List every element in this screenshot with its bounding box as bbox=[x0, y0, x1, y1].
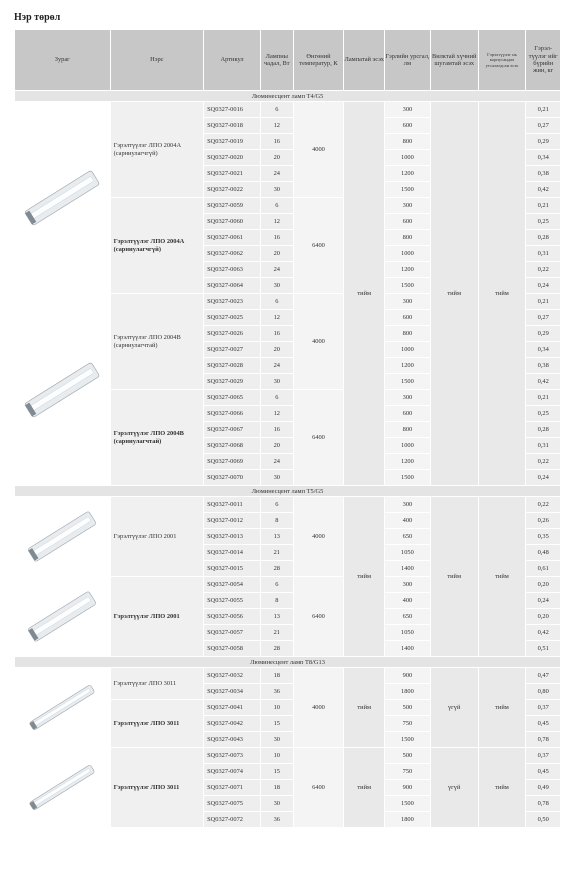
power-value: 10 bbox=[261, 748, 294, 764]
article-code: SQ0327-0011 bbox=[204, 497, 261, 513]
header-lamp-included: Лампатай эсэх bbox=[344, 30, 385, 91]
weight-value: 0,42 bbox=[526, 182, 561, 198]
lamp-fixture-image bbox=[21, 123, 103, 273]
power-value: 24 bbox=[261, 358, 294, 374]
lamp-fixture-image bbox=[21, 499, 103, 574]
plug-cord-value: тийм bbox=[430, 102, 478, 486]
weight-value: 0,80 bbox=[526, 684, 561, 700]
weight-value: 0,61 bbox=[526, 561, 561, 577]
lamp-fixture-image bbox=[21, 670, 103, 745]
article-code: SQ0327-0054 bbox=[204, 577, 261, 593]
page-title: Нэр төрөл bbox=[14, 12, 61, 23]
header-plug-cord: Вилктай хүчний шугамтай эсэх bbox=[430, 30, 478, 91]
article-code: SQ0327-0073 bbox=[204, 748, 261, 764]
power-value: 30 bbox=[261, 374, 294, 390]
weight-value: 0,27 bbox=[526, 310, 561, 326]
article-code: SQ0327-0041 bbox=[204, 700, 261, 716]
luminous-flux: 1200 bbox=[385, 262, 431, 278]
power-value: 36 bbox=[261, 684, 294, 700]
plug-cord-value: үгүй bbox=[430, 748, 478, 828]
product-name: Гэрэлтүүлэг ЛПО 2004В (сарниулагчтай) bbox=[110, 390, 204, 486]
power-value: 15 bbox=[261, 764, 294, 780]
header-weight: Гэрэл-түүлэг ийг бүрийн жин, кг bbox=[526, 30, 561, 91]
article-code: SQ0327-0020 bbox=[204, 150, 261, 166]
article-code: SQ0327-0058 bbox=[204, 641, 261, 657]
power-value: 13 bbox=[261, 529, 294, 545]
article-code: SQ0327-0034 bbox=[204, 684, 261, 700]
article-code: SQ0327-0056 bbox=[204, 609, 261, 625]
power-value: 21 bbox=[261, 625, 294, 641]
power-value: 13 bbox=[261, 609, 294, 625]
luminous-flux: 800 bbox=[385, 326, 431, 342]
luminous-flux: 750 bbox=[385, 764, 431, 780]
power-value: 20 bbox=[261, 438, 294, 454]
product-name: Гэрэлтүүлэг ЛПО 3011 bbox=[110, 748, 204, 828]
color-temp: 4000 bbox=[293, 497, 344, 577]
power-value: 16 bbox=[261, 230, 294, 246]
luminous-flux: 1500 bbox=[385, 374, 431, 390]
article-code: SQ0327-0066 bbox=[204, 406, 261, 422]
article-code: SQ0327-0061 bbox=[204, 230, 261, 246]
power-value: 10 bbox=[261, 700, 294, 716]
header-power: Лампны чадал, Вт bbox=[261, 30, 294, 91]
article-code: SQ0327-0019 bbox=[204, 134, 261, 150]
power-value: 6 bbox=[261, 497, 294, 513]
article-code: SQ0327-0021 bbox=[204, 166, 261, 182]
power-value: 30 bbox=[261, 796, 294, 812]
weight-value: 0,29 bbox=[526, 326, 561, 342]
lamp-included: тийм bbox=[344, 102, 385, 486]
image-cell bbox=[15, 748, 111, 828]
power-value: 30 bbox=[261, 470, 294, 486]
power-value: 6 bbox=[261, 102, 294, 118]
image-cell bbox=[15, 497, 111, 577]
color-temp: 6400 bbox=[293, 748, 344, 828]
luminous-flux: 600 bbox=[385, 118, 431, 134]
article-code: SQ0327-0026 bbox=[204, 326, 261, 342]
color-temp: 6400 bbox=[293, 577, 344, 657]
lamp-fixture-image bbox=[21, 315, 103, 465]
article-code: SQ0327-0067 bbox=[204, 422, 261, 438]
luminous-flux: 300 bbox=[385, 497, 431, 513]
color-temp: 4000 bbox=[293, 668, 344, 748]
weight-value: 0,28 bbox=[526, 422, 561, 438]
article-code: SQ0327-0014 bbox=[204, 545, 261, 561]
product-name: Гэрэлтүүлэг ЛПО 3011 bbox=[110, 668, 204, 700]
wired-housing-value: тийм bbox=[478, 497, 526, 657]
section-header-row bbox=[15, 657, 561, 668]
weight-value: 0,21 bbox=[526, 390, 561, 406]
luminous-flux: 1000 bbox=[385, 342, 431, 358]
power-value: 20 bbox=[261, 342, 294, 358]
luminous-flux: 600 bbox=[385, 406, 431, 422]
header-color-temp: Өнгөний температур, К bbox=[293, 30, 344, 91]
luminous-flux: 500 bbox=[385, 748, 431, 764]
luminous-flux: 1200 bbox=[385, 358, 431, 374]
article-code: SQ0327-0071 bbox=[204, 780, 261, 796]
article-code: SQ0327-0027 bbox=[204, 342, 261, 358]
article-code: SQ0327-0074 bbox=[204, 764, 261, 780]
plug-cord-value: тийм bbox=[430, 497, 478, 657]
weight-value: 0,34 bbox=[526, 150, 561, 166]
article-code: SQ0327-0065 bbox=[204, 390, 261, 406]
table-row bbox=[15, 102, 561, 118]
image-cell bbox=[15, 577, 111, 657]
article-code: SQ0327-0015 bbox=[204, 561, 261, 577]
power-value: 21 bbox=[261, 545, 294, 561]
luminous-flux: 300 bbox=[385, 390, 431, 406]
article-code: SQ0327-0069 bbox=[204, 454, 261, 470]
weight-value: 0,24 bbox=[526, 593, 561, 609]
power-value: 16 bbox=[261, 326, 294, 342]
weight-value: 0,20 bbox=[526, 609, 561, 625]
power-value: 12 bbox=[261, 118, 294, 134]
weight-value: 0,47 bbox=[526, 668, 561, 684]
article-code: SQ0327-0029 bbox=[204, 374, 261, 390]
article-code: SQ0327-0075 bbox=[204, 796, 261, 812]
table-row bbox=[15, 748, 561, 764]
luminous-flux: 1000 bbox=[385, 438, 431, 454]
article-code: SQ0327-0012 bbox=[204, 513, 261, 529]
image-cell bbox=[15, 102, 111, 294]
weight-value: 0,22 bbox=[526, 497, 561, 513]
luminous-flux: 1000 bbox=[385, 150, 431, 166]
power-value: 30 bbox=[261, 182, 294, 198]
weight-value: 0,25 bbox=[526, 214, 561, 230]
luminous-flux: 1200 bbox=[385, 166, 431, 182]
luminous-flux: 300 bbox=[385, 294, 431, 310]
wired-housing-value: тийм bbox=[478, 668, 526, 748]
article-code: SQ0327-0016 bbox=[204, 102, 261, 118]
section-header-row bbox=[15, 91, 561, 102]
luminous-flux: 1800 bbox=[385, 684, 431, 700]
luminous-flux: 1500 bbox=[385, 470, 431, 486]
luminous-flux: 1500 bbox=[385, 182, 431, 198]
weight-value: 0,25 bbox=[526, 406, 561, 422]
header-article: Артикул bbox=[204, 30, 261, 91]
luminous-flux: 650 bbox=[385, 529, 431, 545]
weight-value: 0,28 bbox=[526, 230, 561, 246]
luminous-flux: 500 bbox=[385, 700, 431, 716]
power-value: 18 bbox=[261, 780, 294, 796]
luminous-flux: 1050 bbox=[385, 625, 431, 641]
article-code: SQ0327-0032 bbox=[204, 668, 261, 684]
article-code: SQ0327-0043 bbox=[204, 732, 261, 748]
power-value: 12 bbox=[261, 214, 294, 230]
article-code: SQ0327-0023 bbox=[204, 294, 261, 310]
power-value: 36 bbox=[261, 812, 294, 828]
luminous-flux: 1000 bbox=[385, 246, 431, 262]
article-code: SQ0327-0072 bbox=[204, 812, 261, 828]
power-value: 28 bbox=[261, 561, 294, 577]
table-body bbox=[15, 91, 561, 828]
power-value: 24 bbox=[261, 262, 294, 278]
product-name: Гэрэлтүүлэг ЛПО 2004В (сарниулагчтай) bbox=[110, 294, 204, 390]
weight-value: 0,26 bbox=[526, 513, 561, 529]
luminous-flux: 400 bbox=[385, 513, 431, 529]
article-code: SQ0327-0042 bbox=[204, 716, 261, 732]
luminous-flux: 1050 bbox=[385, 545, 431, 561]
article-code: SQ0327-0063 bbox=[204, 262, 261, 278]
luminous-flux: 800 bbox=[385, 422, 431, 438]
power-value: 6 bbox=[261, 294, 294, 310]
weight-value: 0,50 bbox=[526, 812, 561, 828]
product-name: Гэрэлтүүлэг ЛПО 2001 bbox=[110, 577, 204, 657]
weight-value: 0,49 bbox=[526, 780, 561, 796]
luminous-flux: 600 bbox=[385, 310, 431, 326]
weight-value: 0,37 bbox=[526, 748, 561, 764]
color-temp: 4000 bbox=[293, 294, 344, 390]
weight-value: 0,31 bbox=[526, 438, 561, 454]
table-row bbox=[15, 497, 561, 513]
luminous-flux: 1500 bbox=[385, 278, 431, 294]
weight-value: 0,38 bbox=[526, 166, 561, 182]
product-name: Гэрэлтүүлэг ЛПО 3011 bbox=[110, 700, 204, 748]
article-code: SQ0327-0070 bbox=[204, 470, 261, 486]
article-code: SQ0327-0062 bbox=[204, 246, 261, 262]
image-cell bbox=[15, 668, 111, 748]
weight-value: 0,22 bbox=[526, 454, 561, 470]
luminous-flux: 300 bbox=[385, 102, 431, 118]
lamp-included: тийм bbox=[344, 668, 385, 748]
product-table bbox=[14, 29, 561, 828]
article-code: SQ0327-0057 bbox=[204, 625, 261, 641]
weight-value: 0,35 bbox=[526, 529, 561, 545]
header-luminous-flux: Гэрлийн урсгал, лм bbox=[385, 30, 431, 91]
lamp-fixture-image bbox=[21, 579, 103, 654]
luminous-flux: 900 bbox=[385, 780, 431, 796]
header-name: Нэрс bbox=[110, 30, 204, 91]
weight-value: 0,20 bbox=[526, 577, 561, 593]
luminous-flux: 1800 bbox=[385, 812, 431, 828]
power-value: 24 bbox=[261, 166, 294, 182]
power-value: 8 bbox=[261, 593, 294, 609]
plug-cord-value: үгүй bbox=[430, 668, 478, 748]
weight-value: 0,48 bbox=[526, 545, 561, 561]
article-code: SQ0327-0068 bbox=[204, 438, 261, 454]
power-value: 30 bbox=[261, 732, 294, 748]
power-value: 6 bbox=[261, 577, 294, 593]
weight-value: 0,37 bbox=[526, 700, 561, 716]
weight-value: 0,42 bbox=[526, 374, 561, 390]
product-name: Гэрэлтүүлэг ЛПО 2004А (сарниулагчгүй) bbox=[110, 102, 204, 198]
color-temp: 6400 bbox=[293, 198, 344, 294]
article-code: SQ0327-0064 bbox=[204, 278, 261, 294]
weight-value: 0,51 bbox=[526, 641, 561, 657]
power-value: 24 bbox=[261, 454, 294, 470]
color-temp: 6400 bbox=[293, 390, 344, 486]
article-code: SQ0327-0028 bbox=[204, 358, 261, 374]
weight-value: 0,78 bbox=[526, 732, 561, 748]
luminous-flux: 1500 bbox=[385, 732, 431, 748]
weight-value: 0,45 bbox=[526, 764, 561, 780]
luminous-flux: 750 bbox=[385, 716, 431, 732]
article-code: SQ0327-0025 bbox=[204, 310, 261, 326]
power-value: 6 bbox=[261, 198, 294, 214]
luminous-flux: 900 bbox=[385, 668, 431, 684]
power-value: 6 bbox=[261, 390, 294, 406]
lamp-fixture-image bbox=[21, 750, 103, 825]
power-value: 16 bbox=[261, 422, 294, 438]
luminous-flux: 600 bbox=[385, 214, 431, 230]
weight-value: 0,24 bbox=[526, 278, 561, 294]
power-value: 20 bbox=[261, 150, 294, 166]
article-code: SQ0327-0059 bbox=[204, 198, 261, 214]
power-value: 12 bbox=[261, 310, 294, 326]
weight-value: 0,21 bbox=[526, 198, 561, 214]
power-value: 30 bbox=[261, 278, 294, 294]
luminous-flux: 300 bbox=[385, 577, 431, 593]
luminous-flux: 650 bbox=[385, 609, 431, 625]
weight-value: 0,24 bbox=[526, 470, 561, 486]
weight-value: 0,78 bbox=[526, 796, 561, 812]
weight-value: 0,38 bbox=[526, 358, 561, 374]
section-title: Люминесцент ламп T8/G13 bbox=[15, 657, 561, 668]
luminous-flux: 1400 bbox=[385, 641, 431, 657]
product-name: Гэрэлтүүлэг ЛПО 2004А (сарниулагчгүй) bbox=[110, 198, 204, 294]
weight-value: 0,34 bbox=[526, 342, 561, 358]
weight-value: 0,45 bbox=[526, 716, 561, 732]
section-title: Люминесцент ламп T4/G5 bbox=[15, 91, 561, 102]
table-row bbox=[15, 668, 561, 684]
weight-value: 0,27 bbox=[526, 118, 561, 134]
color-temp: 4000 bbox=[293, 102, 344, 198]
section-header-row bbox=[15, 486, 561, 497]
luminous-flux: 800 bbox=[385, 134, 431, 150]
image-cell bbox=[15, 294, 111, 486]
power-value: 18 bbox=[261, 668, 294, 684]
power-value: 20 bbox=[261, 246, 294, 262]
article-code: SQ0327-0060 bbox=[204, 214, 261, 230]
table-header-row bbox=[15, 30, 561, 91]
wired-housing-value: тийм bbox=[478, 102, 526, 486]
luminous-flux: 300 bbox=[385, 198, 431, 214]
article-code: SQ0327-0018 bbox=[204, 118, 261, 134]
luminous-flux: 1400 bbox=[385, 561, 431, 577]
power-value: 16 bbox=[261, 134, 294, 150]
lamp-included: тийм bbox=[344, 748, 385, 828]
weight-value: 0,31 bbox=[526, 246, 561, 262]
weight-value: 0,22 bbox=[526, 262, 561, 278]
power-value: 12 bbox=[261, 406, 294, 422]
power-value: 8 bbox=[261, 513, 294, 529]
article-code: SQ0327-0013 bbox=[204, 529, 261, 545]
article-code: SQ0327-0022 bbox=[204, 182, 261, 198]
weight-value: 0,21 bbox=[526, 102, 561, 118]
section-title: Люминесцент ламп T5/G5 bbox=[15, 486, 561, 497]
lamp-included: тийм bbox=[344, 497, 385, 657]
header-image: Зураг bbox=[15, 30, 111, 91]
wired-housing-value: тийм bbox=[478, 748, 526, 828]
power-value: 28 bbox=[261, 641, 294, 657]
luminous-flux: 1200 bbox=[385, 454, 431, 470]
weight-value: 0,42 bbox=[526, 625, 561, 641]
luminous-flux: 1500 bbox=[385, 796, 431, 812]
weight-value: 0,21 bbox=[526, 294, 561, 310]
luminous-flux: 800 bbox=[385, 230, 431, 246]
header-wired-housing: Гэрэлтүүлэг нь корпусандаа утсалагдсан эсэх bbox=[478, 30, 526, 91]
article-code: SQ0327-0055 bbox=[204, 593, 261, 609]
power-value: 15 bbox=[261, 716, 294, 732]
weight-value: 0,29 bbox=[526, 134, 561, 150]
luminous-flux: 400 bbox=[385, 593, 431, 609]
product-name: Гэрэлтүүлэг ЛПО 2001 bbox=[110, 497, 204, 577]
